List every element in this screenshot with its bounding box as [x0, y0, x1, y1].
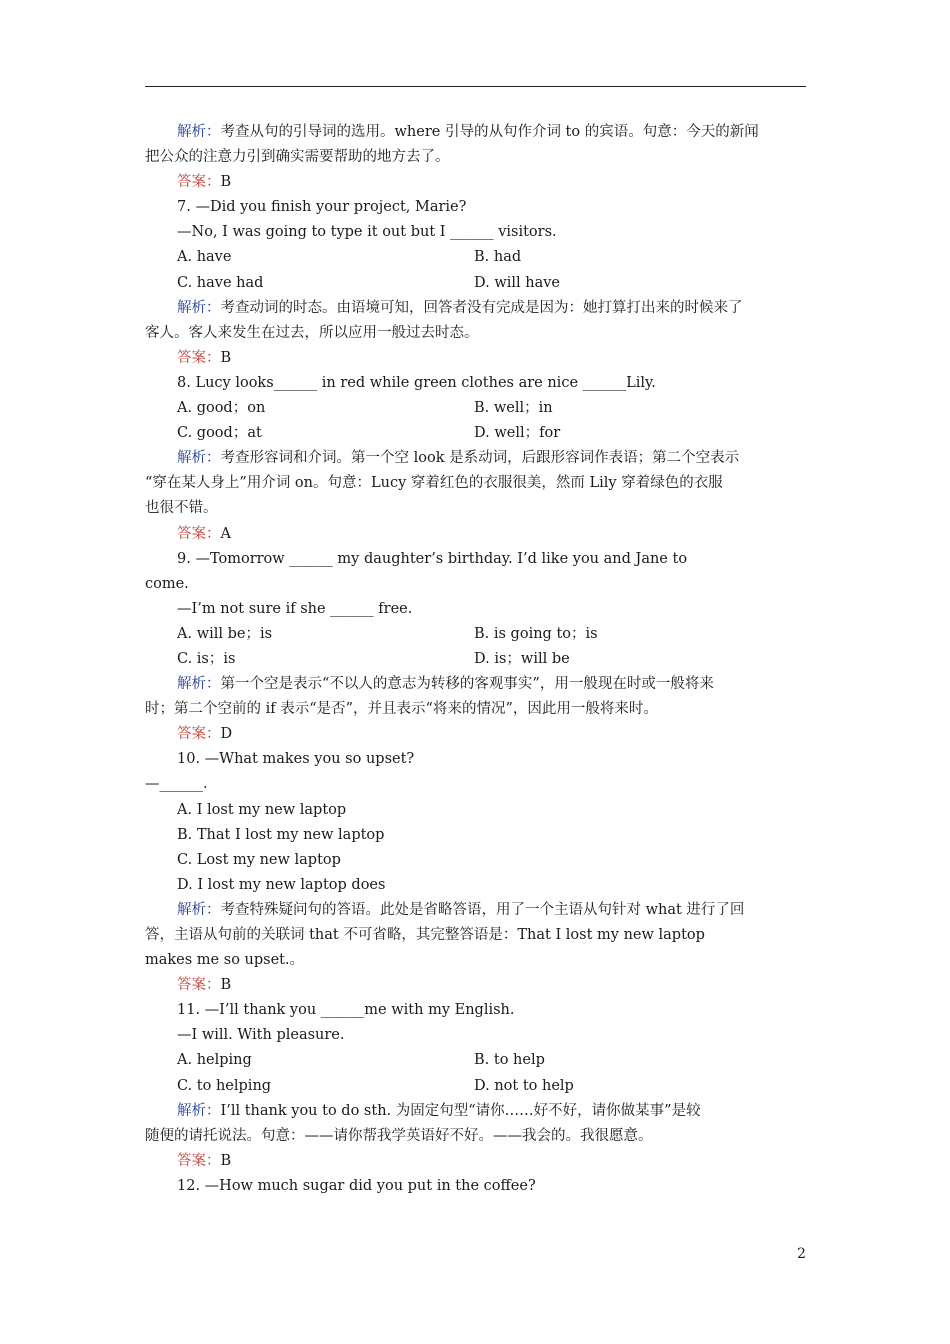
question-11: 11. —I’ll thank you ______me with my English. [177, 1002, 515, 1019]
options-row [145, 271, 806, 296]
analysis-label: 解析： [177, 299, 221, 316]
answer-value: D [220, 726, 233, 743]
question-9-reply: —I’m not sure if she ______ free. [177, 600, 413, 617]
answer-label: 答案： [177, 977, 221, 994]
option-b: B. had [474, 249, 522, 266]
answer-line [145, 170, 806, 195]
option-a: A. helping [177, 1052, 252, 1069]
answer-label: 答案： [177, 349, 221, 366]
analysis-line-cont: 时；第二个空前的 if 表示“是否”，并且表示“将来的情况”，因此用一般将来时。 [145, 701, 658, 718]
question-9: 9. —Tomorrow ______ my daughter’s birthday. I’d like you and Jane to [177, 550, 688, 567]
answer-line [145, 973, 806, 998]
analysis-line [145, 120, 806, 145]
analysis-text: 第一个空是表示“不以人的意志为转移的客观事实”，用一般现在时或一般将来 [220, 676, 714, 693]
analysis-label: 解析： [177, 901, 221, 918]
analysis-line-cont: 随便的请托说法。句意：——请你帮我学英语好不好。——我会的。我很愿意。 [145, 1127, 653, 1144]
analysis-text: 考查从句的引导词的选用。where 引导的从句作介词 to 的宾语。句意：今天的新闻 [220, 124, 759, 140]
option-b: B. to help [474, 1052, 545, 1069]
option-d: D. well；for [474, 425, 561, 442]
analysis-line-cont: 把公众的注意力引到确实需要帮助的地方去了。 [145, 149, 450, 166]
option-a: A. I lost my new laptop [177, 801, 347, 818]
page-content [145, 120, 806, 1199]
option-a: A. have [177, 249, 232, 266]
option-d: D. I lost my new laptop does [177, 876, 386, 893]
analysis-label: 解析： [177, 124, 221, 140]
answer-label: 答案： [177, 525, 221, 542]
analysis-line-cont: 答，主语从句前的关联词 that 不可省略，其完整答语是：That I lost my new laptop [145, 927, 705, 943]
option-d: D. not to help [474, 1077, 574, 1094]
option-a: A. will be；is [177, 625, 273, 642]
analysis-line-cont: makes me so upset.。 [145, 952, 305, 969]
answer-value: B [220, 977, 232, 994]
answer-line [145, 522, 806, 547]
analysis-text: 考查特殊疑问句的答语。此处是省略答语，用了一个主语从句针对 what 进行了回 [220, 901, 745, 918]
option-c: C. have had [177, 274, 264, 291]
analysis-line-cont: 客人。客人来发生在过去，所以应用一般过去时态。 [145, 324, 479, 341]
analysis-label: 解析： [177, 450, 221, 467]
answer-label: 答案： [177, 726, 221, 743]
option-c: C. is；is [177, 650, 236, 667]
options-row [145, 622, 806, 647]
analysis-text: 考查形容词和介词。第一个空 look 是系动词，后跟形容词作表语；第二个空表示 [220, 450, 740, 467]
question-7: 7. —Did you finish your project, Marie? [177, 199, 467, 216]
analysis-line [145, 672, 806, 697]
option-d: D. will have [474, 274, 561, 291]
analysis-text: 考查动词的时态。由语境可知，回答者没有完成是因为：她打算打出来的时候来了 [220, 299, 743, 316]
option-c: C. to helping [177, 1077, 272, 1094]
options-row [145, 421, 806, 446]
option-b: B. is going to；is [474, 625, 598, 642]
question-7-reply: —No, I was going to type it out but I ______ visitors. [177, 224, 557, 241]
question-10-reply: —______. [145, 776, 208, 793]
option-c: C. Lost my new laptop [177, 851, 341, 868]
answer-label: 答案： [177, 174, 221, 191]
option-b: B. That I lost my new laptop [177, 826, 385, 843]
answer-line [145, 722, 806, 747]
answer-value: B [220, 1152, 232, 1169]
analysis-line [145, 898, 806, 923]
question-11-reply: —I will. With pleasure. [177, 1027, 345, 1044]
options-row [145, 396, 806, 421]
analysis-line-cont: 也很不错。 [145, 500, 218, 517]
analysis-text: I’ll thank you to do sth. 为固定句型“请你……好不好，请你做某事”是较 [220, 1102, 701, 1119]
option-c: C. good；at [177, 425, 262, 442]
analysis-line [145, 1099, 806, 1124]
answer-value: A [220, 525, 231, 542]
question-10: 10. —What makes you so upset? [177, 751, 415, 768]
question-8: 8. Lucy looks______ in red while green clothes are nice ______Lily. [177, 374, 656, 391]
answer-value: B [220, 174, 232, 191]
analysis-line [145, 296, 806, 321]
analysis-label: 解析： [177, 676, 221, 693]
option-a: A. good；on [177, 400, 266, 417]
page-number: 2 [797, 1246, 806, 1262]
answer-line [145, 1149, 806, 1174]
options-row [145, 1074, 806, 1099]
analysis-line-cont: “穿在某人身上”用介词 on。句意：Lucy 穿着红色的衣服很美，然而 Lily 穿着绿色的衣服 [145, 475, 723, 492]
question-12: 12. —How much sugar did you put in the coffee? [177, 1177, 536, 1194]
options-row [145, 647, 806, 672]
answer-value: B [220, 349, 232, 366]
question-9-cont: come. [145, 575, 189, 592]
option-d: D. is；will be [474, 650, 570, 667]
answer-label: 答案： [177, 1152, 221, 1169]
answer-line [145, 346, 806, 371]
option-b: B. well；in [474, 400, 553, 417]
options-row [145, 245, 806, 270]
options-row [145, 1048, 806, 1073]
analysis-line [145, 446, 806, 471]
header-rule [145, 86, 806, 87]
analysis-label: 解析： [177, 1102, 221, 1119]
